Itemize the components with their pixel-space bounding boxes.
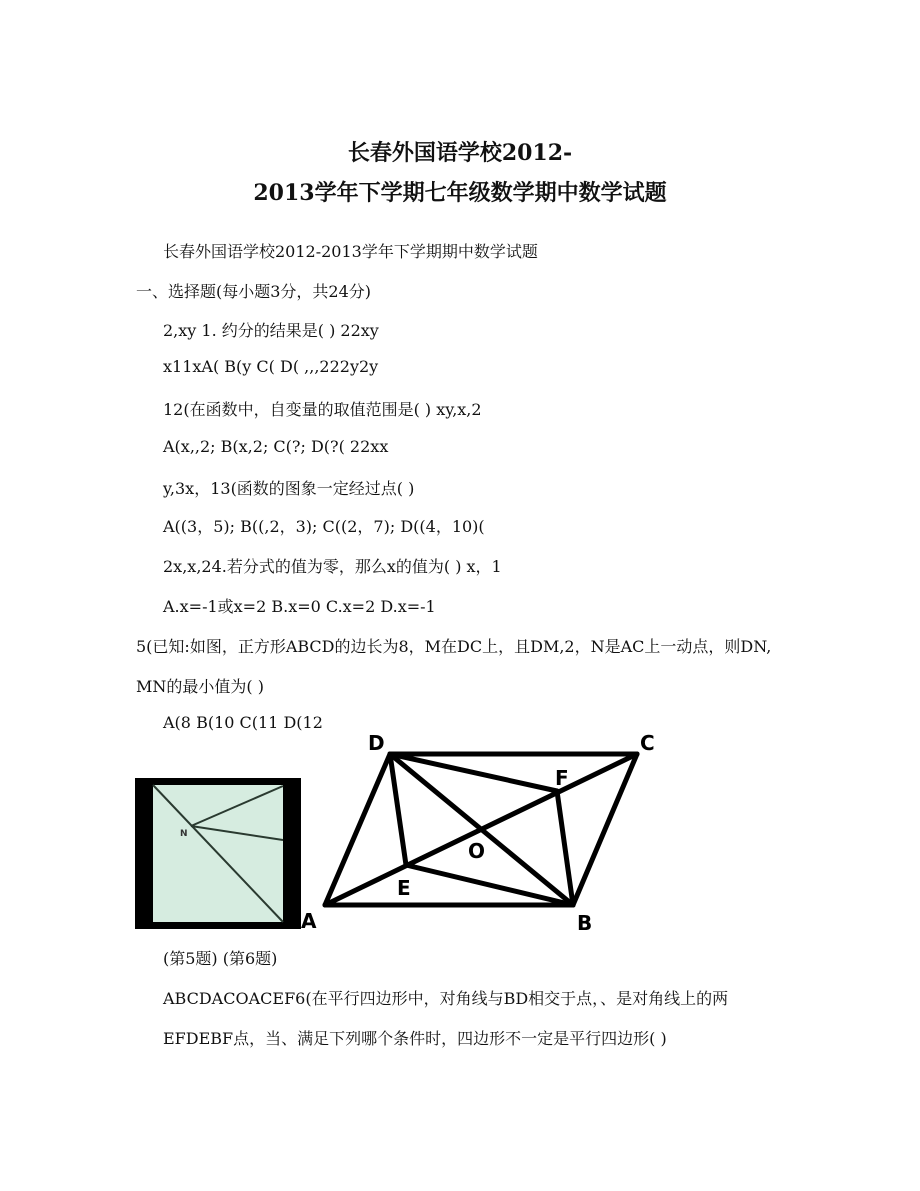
label-a: A bbox=[301, 909, 317, 933]
question-5-cont: MN的最小值为( ) bbox=[136, 677, 264, 696]
question-3-options: A((3，5); B((,2，3); C((2，7); D((4，10)( bbox=[163, 517, 485, 536]
label-n: N bbox=[180, 829, 188, 839]
question-4: 2x,x,24.若分式的值为零，那么x的值为( ) x，1 bbox=[163, 557, 502, 576]
figure-5-square bbox=[135, 778, 301, 929]
doc-title-line1: 长春外国语学校2012- bbox=[347, 140, 573, 166]
label-f: F bbox=[555, 766, 569, 790]
doc-title-line2: 2013学年下学期七年级数学期中数学试题 bbox=[253, 180, 667, 206]
label-o: O bbox=[468, 839, 486, 863]
question-5-options: A(8 B(10 C(11 D(12 bbox=[163, 713, 323, 732]
question-6: ABCDACOACEF6(在平行四边形中，对角线与BD相交于点，、是对角线上的两 bbox=[163, 989, 729, 1008]
label-b: B bbox=[577, 911, 593, 935]
figure-captions: (第5题) (第6题) bbox=[163, 949, 278, 968]
question-2: 12(在函数中，自变量的取值范围是( ) xy,x,2 bbox=[163, 400, 482, 419]
subtitle: 长春外国语学校2012-2013学年下学期期中数学试题 bbox=[163, 242, 538, 261]
question-6-cont: EFDEBF点，当、满足下列哪个条件时，四边形不一定是平行四边形( ) bbox=[163, 1029, 667, 1048]
question-5: 5(已知:如图，正方形ABCD的边长为8，M在DC上，且DM,2，N是AC上一动点，则DN, bbox=[136, 637, 772, 656]
question-1: 2,xy 1. 约分的结果是( ) 22xy bbox=[163, 321, 379, 340]
question-2-options: A(x,,2; B(x,2; C(?; D(?( 22xx bbox=[163, 437, 389, 456]
question-3: y,3x，13(函数的图象一定经过点( ) bbox=[163, 479, 415, 498]
question-4-options: A.x=-1或x=2 B.x=0 C.x=2 D.x=-1 bbox=[163, 597, 436, 616]
label-e: E bbox=[397, 876, 411, 900]
label-c: C bbox=[640, 731, 655, 755]
figure-6-parallelogram bbox=[300, 730, 670, 935]
label-d: D bbox=[368, 731, 385, 755]
question-1-options: x11xA( B(y C( D( ,,,222y2y bbox=[163, 357, 379, 376]
section-heading: 一、选择题(每小题3分，共24分) bbox=[136, 282, 372, 301]
